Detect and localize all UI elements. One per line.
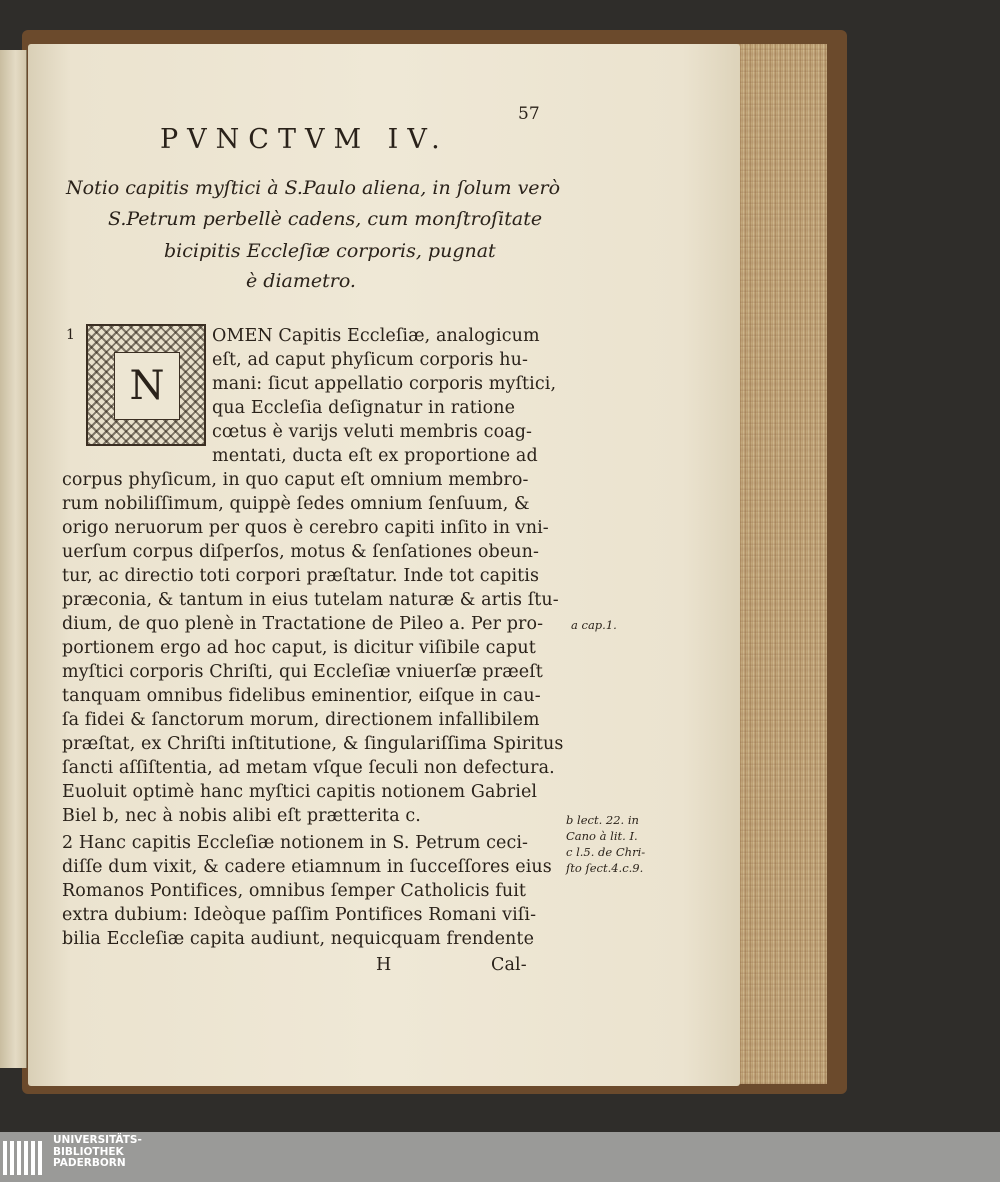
signature-mark: H [376, 955, 392, 975]
drop-cap-letter: N [114, 352, 180, 420]
text-line: ſa fidei & ſanctorum morum, directionem infallibilem [62, 710, 540, 730]
left-page-edge [0, 50, 27, 1068]
margin-note-c: ſto ſect.4.c.9. [566, 861, 644, 875]
text-line: tur, ac directio toti corpori præſtatur. Inde tot capitis [62, 566, 540, 586]
paragraph-number: 1 [66, 327, 75, 343]
text-line: myſtici corporis Chriſti, qui Eccleſiæ vniuerſæ præeſt [62, 662, 543, 682]
library-logo-icon [3, 1141, 49, 1175]
text-line: rum nobiliſſimum, quippè ſedes omnium ſenſuum, & [62, 494, 530, 514]
text-line: corpus phyſicum, in quo caput eſt omnium membro- [62, 470, 529, 490]
text-line: præſtat, ex Chriſti inſtitutione, & ſingulariſſima Spiritus [62, 734, 564, 754]
text-line: 2 Hanc capitis Eccleſiæ notionem in S. Petrum ceci- [62, 833, 529, 853]
catchword: Cal- [491, 955, 527, 975]
text-line: bilia Eccleſiæ capita audiunt, nequicquam frendente [62, 929, 535, 949]
text-line: portionem ergo ad hoc caput, is dicitur viſibile caput [62, 638, 536, 658]
text-line: origo neruorum per quos è cerebro capiti inſito in vni- [62, 518, 549, 538]
text-line: præconia, & tantum in eius tutelam naturæ & artis ſtu- [62, 590, 559, 610]
text-line: diſſe dum vixit, & cadere etiamnum in ſucceſſores eius [62, 857, 552, 877]
text-line: mani: ſicut appellatio corporis myſtici, [212, 374, 557, 394]
logo-line: UNIVERSITÄTS- [53, 1134, 142, 1146]
text-line: eſt, ad caput phyſicum corporis hu- [212, 350, 529, 370]
margin-note-b: Cano à lit. I. [566, 829, 638, 843]
text-line: OMEN Capitis Eccleſiæ, analogicum [212, 326, 540, 346]
text-line: qua Eccleſia deſignatur in ratione [212, 398, 516, 418]
library-footer [0, 1132, 1000, 1182]
library-logo-text [53, 1135, 142, 1170]
subtitle-line: è diametro. [246, 270, 356, 292]
logo-line: BIBLIOTHEK [53, 1145, 124, 1158]
margin-note-c: c l.5. de Chri- [566, 845, 646, 859]
page-number: 57 [518, 104, 540, 124]
subtitle-line: bicipitis Eccleſiæ corporis, pugnat [164, 240, 496, 262]
logo-line: PADERBORN [53, 1157, 126, 1169]
text-line: extra dubium: Ideòque paſſim Pontifices Romani viſi- [62, 905, 537, 925]
subtitle-line: Notio capitis myſtici à S.Paulo aliena, in ſolum verò [66, 177, 561, 199]
text-line: ſancti aſſiſtentia, ad metam vſque ſeculi non defectura. [62, 758, 555, 778]
margin-note-a: a cap.1. [571, 618, 617, 632]
text-line: uerſum corpus diſperſos, motus & ſenſationes obeun- [62, 542, 540, 562]
section-heading: PVNCTVM IV. [160, 124, 449, 155]
text-line: Romanos Pontifices, omnibus ſemper Catholicis fuit [62, 881, 527, 901]
page-edges [730, 44, 827, 1084]
text-line: Biel b, nec à nobis alibi eſt prætterita c. [62, 806, 421, 826]
margin-note-b: b lect. 22. in [566, 813, 639, 827]
text-line: cœtus è varijs veluti membris coag- [212, 422, 533, 442]
text-line: Euoluit optimè hanc myſtici capitis notionem Gabriel [62, 782, 538, 802]
subtitle-line: S.Petrum perbellè cadens, cum monſtroſitate [108, 208, 543, 230]
decorated-initial [86, 324, 206, 446]
text-line: dium, de quo plenè in Tractatione de Pileo a. Per pro- [62, 614, 544, 634]
text-line: tanquam omnibus fidelibus eminentior, eiſque in cau- [62, 686, 541, 706]
text-line: mentati, ducta eſt ex proportione ad [212, 446, 538, 466]
